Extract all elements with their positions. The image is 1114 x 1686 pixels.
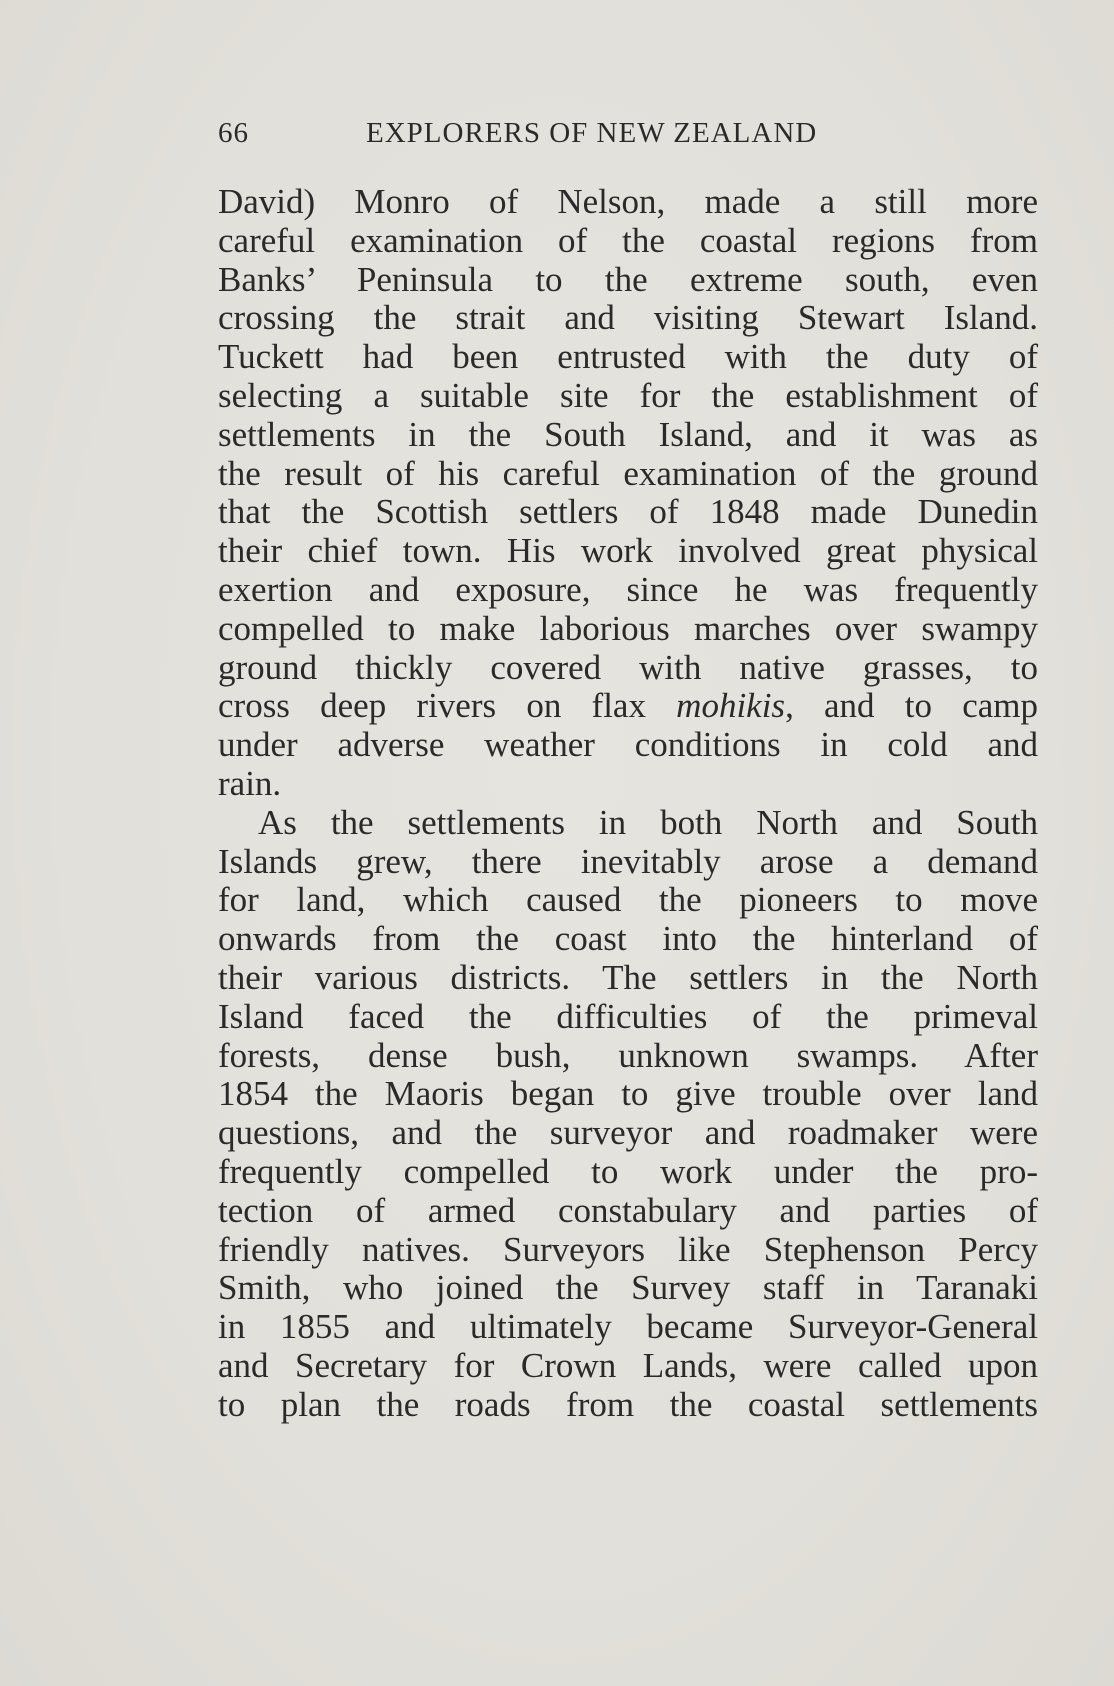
text-line: compelled to make laborious marches over swampy (218, 608, 1038, 648)
text-line: careful examination of the coastal regions from (218, 220, 1038, 260)
body-text (218, 183, 1038, 1425)
text-line: under adverse weather conditions in cold and (218, 725, 1038, 765)
text-line: their chief town. His work involved great physical (218, 531, 1038, 571)
running-title: EXPLORERS OF NEW ZEALAND (366, 117, 818, 149)
text-line: in 1855 and ultimately became Surveyor-General (218, 1307, 1038, 1347)
text-line: 1854 the Maoris began to give trouble over land (218, 1074, 1038, 1114)
paragraph-start-line: As the settlements in both North and South (258, 802, 1038, 842)
text-line: for land, which caused the pioneers to move (218, 880, 1038, 920)
text-line: exertion and exposure, since he was frequently (218, 569, 1038, 609)
italic-term: mohikis (676, 686, 786, 726)
text-line: crossing the strait and visiting Stewart Island. (218, 298, 1038, 338)
page-header (218, 117, 1038, 157)
text-line: Tuckett had been entrusted with the duty of (218, 337, 1038, 377)
text-line: and Secretary for Crown Lands, were called upon (218, 1345, 1038, 1385)
text-line: that the Scottish settlers of 1848 made Dunedin (218, 492, 1038, 532)
text-line: Smith, who joined the Survey staff in Taranaki (218, 1268, 1038, 1308)
text-line: rain. (218, 763, 282, 803)
text-line: tection of armed constabulary and parties of (218, 1190, 1038, 1230)
text-line: forests, dense bush, unknown swamps. After (218, 1035, 1038, 1075)
text-line: David) Monro of Nelson, made a still more (218, 182, 1038, 221)
text-line: selecting a suitable site for the establishment of (218, 375, 1038, 415)
text-line-mixed (218, 687, 1038, 726)
text-segment: cross deep rivers on flax (218, 686, 677, 726)
text-line: the result of his careful examination of the ground (218, 453, 1038, 493)
text-line: frequently compelled to work under the pro- (218, 1151, 1038, 1191)
page-number: 66 (218, 117, 249, 149)
text-line: friendly natives. Surveyors like Stephenson Percy (218, 1229, 1038, 1269)
text-line: ground thickly covered with native grasses, to (218, 647, 1038, 687)
text-segment: , and to camp (785, 686, 1038, 726)
text-line: questions, and the surveyor and roadmaker were (218, 1113, 1038, 1153)
text-line: onwards from the coast into the hinterland of (218, 919, 1038, 959)
text-line: their various districts. The settlers in the North (218, 957, 1038, 997)
text-line: Banks’ Peninsula to the extreme south, even (218, 259, 1038, 299)
text-line: settlements in the South Island, and it was as (218, 414, 1038, 454)
text-line: Islands grew, there inevitably arose a demand (218, 841, 1038, 881)
text-line: to plan the roads from the coastal settlements (218, 1384, 1038, 1424)
text-line: Island faced the difficulties of the primeval (218, 996, 1038, 1036)
